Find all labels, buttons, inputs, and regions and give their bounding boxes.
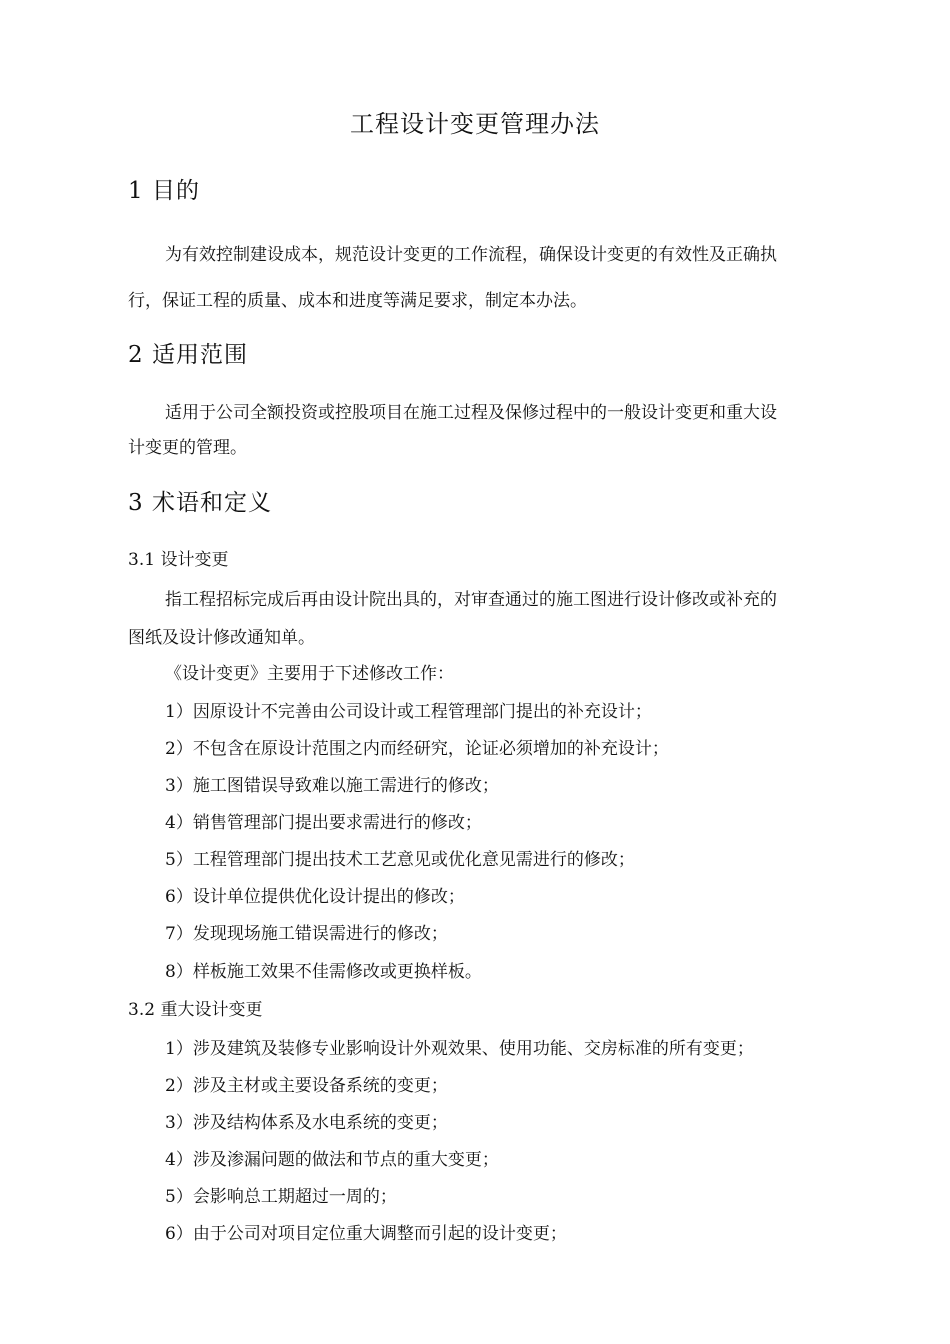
list-item: 1）涉及建筑及装修专业影响设计外观效果、使用功能、交房标准的所有变更； [165,1039,754,1059]
section-2-para-line-2: 计变更的管理。 [128,438,247,458]
subsection-3-1-intro: 《设计变更》主要用于下述修改工作： [165,664,454,684]
list-item: 5）工程管理部门提出技术工艺意见或优化意见需进行的修改； [165,850,635,870]
list-item: 3）施工图错误导致难以施工需进行的修改； [165,776,499,796]
list-item: 6）设计单位提供优化设计提出的修改； [165,887,465,907]
section-1-para-line-2: 行，保证工程的质量、成本和进度等满足要求，制定本办法。 [128,291,587,311]
subsection-3-1-def-line-2: 图纸及设计修改通知单。 [128,628,315,648]
list-item: 4）销售管理部门提出要求需进行的修改； [165,813,482,833]
section-1-para-line-1: 为有效控制建设成本，规范设计变更的工作流程，确保设计变更的有效性及正确执 [165,245,777,265]
section-1-heading: 1 目的 [128,178,200,204]
subsection-3-1-def-line-1: 指工程招标完成后再由设计院出具的，对审查通过的施工图进行设计修改或补充的 [165,590,777,610]
list-item: 1）因原设计不完善由公司设计或工程管理部门提出的补充设计； [165,702,652,722]
list-item: 6）由于公司对项目定位重大调整而引起的设计变更； [165,1224,567,1244]
list-item: 2）不包含在原设计范围之内而经研究，论证必须增加的补充设计； [165,739,669,759]
section-2-heading: 2 适用范围 [128,342,248,368]
list-item: 4）涉及渗漏问题的做法和节点的重大变更； [165,1150,499,1170]
document-title: 工程设计变更管理办法 [350,110,600,138]
list-item: 7）发现现场施工错误需进行的修改； [165,924,448,944]
section-3-heading: 3 术语和定义 [128,490,272,516]
list-item: 5）会影响总工期超过一周的； [165,1187,397,1207]
section-2-para-line-1: 适用于公司全额投资或控股项目在施工过程及保修过程中的一般设计变更和重大设 [165,403,777,423]
subsection-3-1-heading: 3.1 设计变更 [128,550,229,570]
list-item: 8）样板施工效果不佳需修改或更换样板。 [165,962,482,982]
list-item: 2）涉及主材或主要设备系统的变更； [165,1076,448,1096]
list-item: 3）涉及结构体系及水电系统的变更； [165,1113,448,1133]
subsection-3-2-heading: 3.2 重大设计变更 [128,1000,263,1020]
